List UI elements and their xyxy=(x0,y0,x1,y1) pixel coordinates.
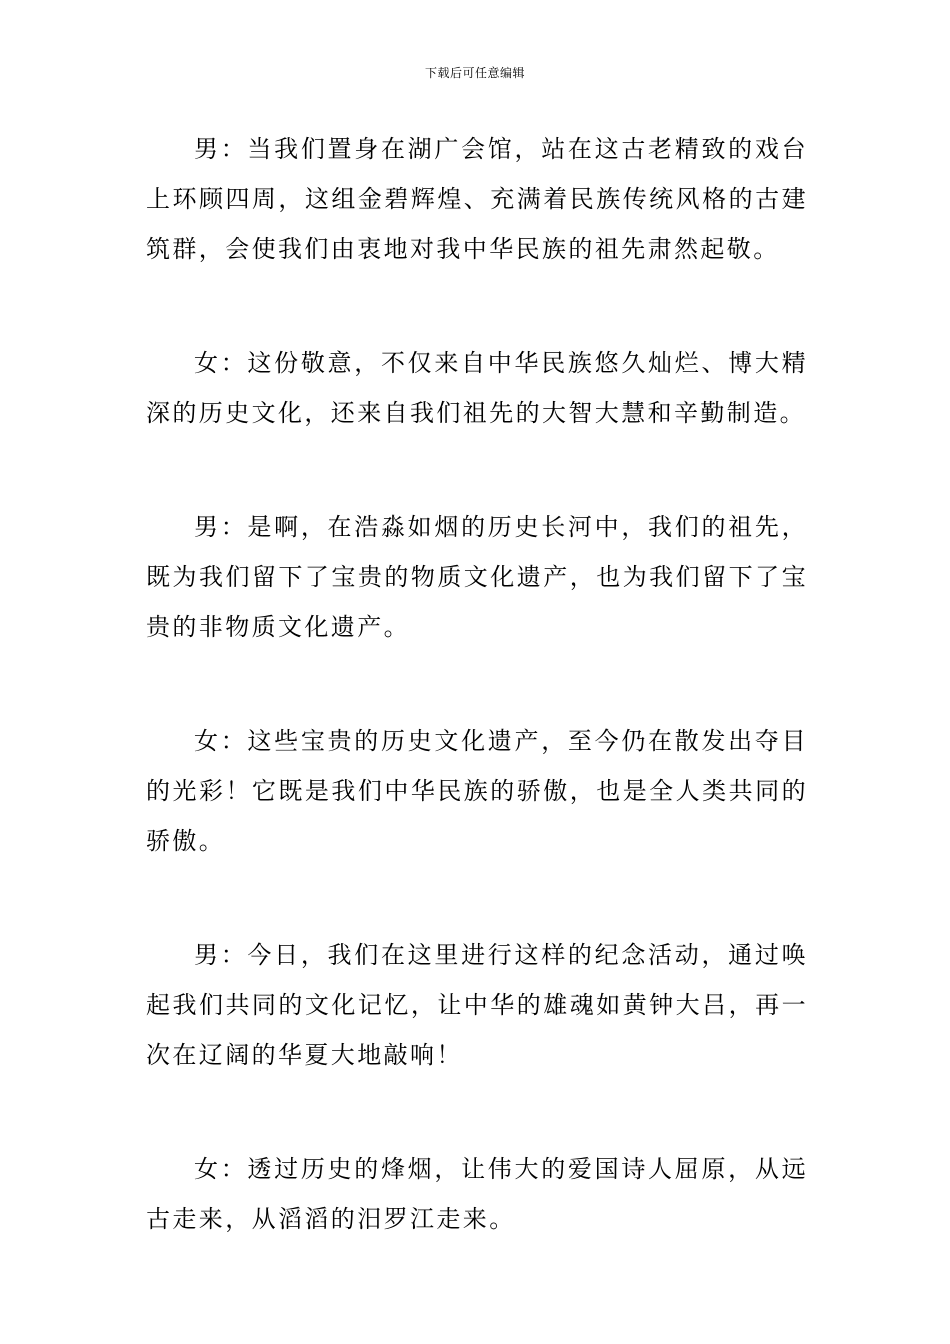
page-header: 下载后可任意编辑 xyxy=(424,66,525,80)
paragraph-4: 女：这些宝贵的历史文化遗产，至今仍在散发出夺目的光彩！它既是我们中华民族的骄傲，也是全人类共同的骄傲。 xyxy=(146,727,808,855)
paragraph-1: 男：当我们置身在湖广会馆，站在这古老精致的戏台上环顾四周，这组金碧辉煌、充满着民族传统风格的古建筑群，会使我们由衷地对我中华民族的祖先肃然起敬。 xyxy=(146,135,808,263)
document-body xyxy=(146,124,808,1308)
paragraph-3: 男：是啊，在浩淼如烟的历史长河中，我们的祖先，既为我们留下了宝贵的物质文化遗产，也为我们留下了宝贵的非物质文化遗产。 xyxy=(146,513,808,641)
paragraph-2: 女：这份敬意，不仅来自中华民族悠久灿烂、博大精深的历史文化，还来自我们祖先的大智大慧和辛勤制造。 xyxy=(146,349,808,427)
paragraph-6: 女：透过历史的烽烟，让伟大的爱国诗人屈原，从远古走来，从滔滔的汨罗江走来。 xyxy=(146,1155,808,1233)
paragraph-5: 男：今日，我们在这里进行这样的纪念活动，通过唤起我们共同的文化记忆，让中华的雄魂如黄钟大吕，再一次在辽阔的华夏大地敲响！ xyxy=(146,941,808,1069)
